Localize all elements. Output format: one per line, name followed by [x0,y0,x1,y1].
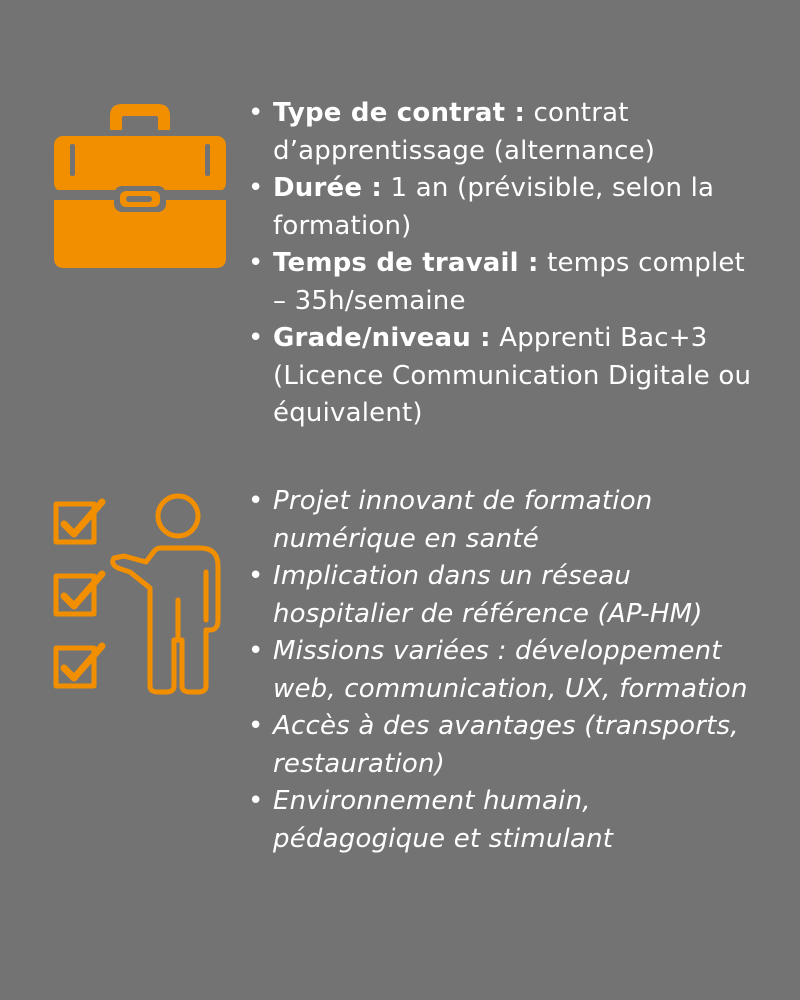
advantage-text: Missions variées : développement web, communication, UX, formation [273,636,748,704]
list-item [246,245,766,320]
bullet-icon: • [248,711,264,741]
list-item [246,170,766,245]
bullet-icon: • [248,248,264,278]
bullet-icon: • [248,323,264,353]
advantage-text: Environnement humain, pédagogique et stimulant [273,786,614,854]
list-item [246,708,766,783]
briefcase-icon [52,100,228,270]
contract-details-list [246,95,766,433]
advantage-text: Accès à des avantages (transports, restauration) [273,711,739,779]
list-item [246,633,766,708]
bullet-icon: • [248,561,264,591]
checklist-person-icon [48,490,228,700]
advantage-text: Projet innovant de formation numérique en santé [273,486,653,554]
detail-label: Grade/niveau : [273,323,491,353]
detail-value: Apprenti Bac+3 (Licence Communication Digitale ou équivalent) [273,323,752,428]
list-item [246,558,766,633]
list-item [246,95,766,170]
detail-label: Temps de travail : [273,248,539,278]
bullet-icon: • [248,98,264,128]
bullet-icon: • [248,636,264,666]
detail-label: Type de contrat : [273,98,526,128]
list-item [246,783,766,858]
list-item [246,320,766,433]
bullet-icon: • [248,173,264,203]
bullet-icon: • [248,786,264,816]
list-item [246,483,766,558]
detail-value: 1 an (prévisible, selon la formation) [273,173,715,241]
bullet-icon: • [248,486,264,516]
detail-label: Durée : [273,173,383,203]
detail-value: contrat d’apprentissage (alternance) [273,98,656,166]
advantages-list [246,483,766,858]
advantage-text: Implication dans un réseau hospitalier de référence (AP-HM) [273,561,703,629]
detail-value: temps complet – 35h/semaine [273,248,745,316]
